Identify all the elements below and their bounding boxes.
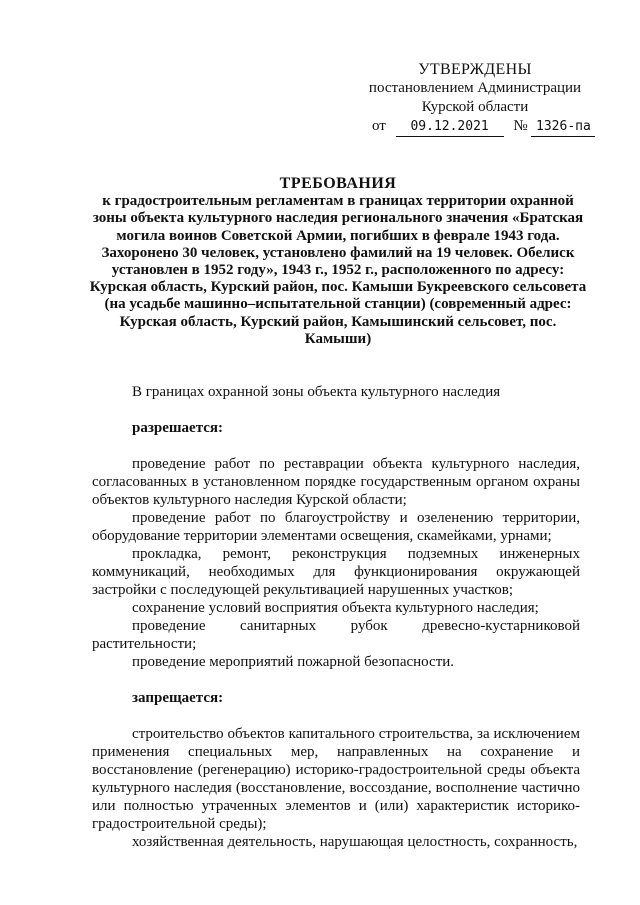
approval-date: 09.12.2021 xyxy=(396,117,504,137)
approval-title: УТВЕРЖДЕНЫ xyxy=(418,61,532,78)
approval-line-1: постановлением Администрации xyxy=(368,80,582,96)
forbidden-item: хозяйственная деятельность, нарушающая целостность, сохранность, xyxy=(132,834,578,850)
document-body xyxy=(92,383,580,851)
page-title: ТРЕБОВАНИЯ xyxy=(279,175,397,192)
date-prefix: от xyxy=(372,118,386,134)
forbidden-label: запрещается: xyxy=(132,690,224,706)
allowed-item: прокладка, ремонт, реконструкция подземных инженерных коммуникаций, необходимых для функционирования окружающей застройки с последующей рекультивацией нарушенных участков; xyxy=(92,546,580,598)
document-heading xyxy=(88,175,588,348)
allowed-item: проведение работ по реставрации объекта культурного наследия, согласованных в установленном порядке государственным органом охраны объектов культурного наследия Курской области; xyxy=(92,456,580,508)
document-subtitle: к градостроительным регламентам в границах территории охранной зоны объекта культурного наследия регионального значения «Братская могила воинов Советской Армии, погибших в феврале 1943 года. Захоронено 30 человек, установлено фамилий на 19 человек. Обелиск установлен в 1952 году», 1943 г., 1952 г., расположенного по адресу: Курская область, Курский район, пос. Камыши Букреевского сельсовета (на усадьбе машинно–испытательной станции) (современный адрес: Курская область, Курский район, Камышинский сельсовет, пос. Камыши) xyxy=(89,193,587,347)
allowed-item: проведение мероприятий пожарной безопасности. xyxy=(132,654,455,670)
approval-stamp xyxy=(360,60,590,137)
number-prefix: № xyxy=(513,118,528,134)
allowed-item: проведение работ по благоустройству и озеленению территории, оборудование территории элементами освещения, скамейками, урнами; xyxy=(92,510,580,544)
allowed-label: разрешается: xyxy=(132,420,224,436)
intro-paragraph: В границах охранной зоны объекта культурного наследия xyxy=(132,384,501,400)
forbidden-item: строительство объектов капитального строительства, за исключением применения специальных мер, направленных на сохранение и восстановление (регенерацию) историко-градостроительной среды объекта культурного наследия (восстановление, воссоздание, восполнение частично или полностью утраченных элементов и (или) характеристик историко-градостроительной среды); xyxy=(92,726,580,832)
approval-number: 1326-па xyxy=(531,117,595,137)
allowed-item: проведение санитарных рубок древесно-кустарниковой растительности; xyxy=(92,618,580,652)
allowed-item: сохранение условий восприятия объекта культурного наследия; xyxy=(132,600,539,616)
approval-line-2: Курской области xyxy=(421,99,529,115)
approval-date-line xyxy=(360,117,590,137)
